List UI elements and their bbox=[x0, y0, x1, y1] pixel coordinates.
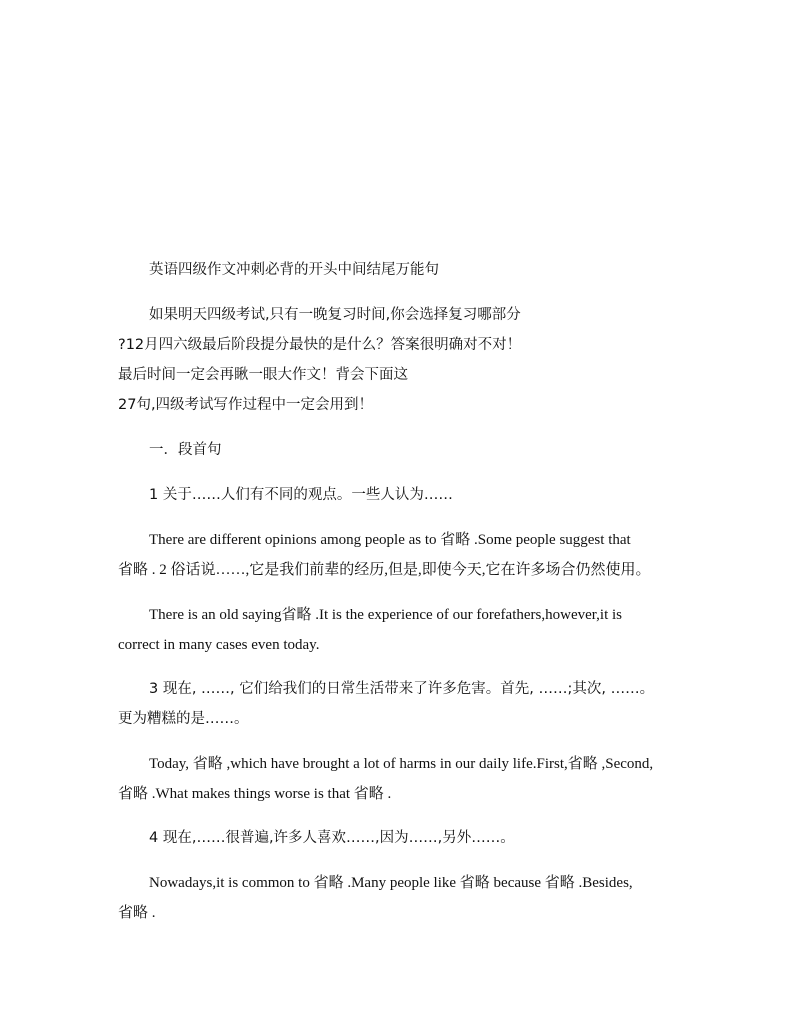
item-1-chinese: 1 关于……人们有不同的观点。一些人认为…… bbox=[149, 487, 453, 503]
item-3-chinese-line-2: 更为糟糕的是……。 bbox=[118, 711, 249, 727]
item-2-english-line-1: There is an old saying省略 .It is the experience of our forefathers,however,it is bbox=[149, 607, 622, 623]
section-heading: 一．段首句 bbox=[149, 442, 222, 458]
item-3-english-line-1: Today, 省略 ,which have brought a lot of harms in our daily life.First,省略 ,Second, bbox=[149, 756, 654, 772]
item-4-english-line-1: Nowadays,it is common to 省略 .Many people like 省略 because 省略 .Besides, bbox=[149, 875, 633, 891]
item-3-english-line-2: 省略 .What makes things worse is that 省略 . bbox=[118, 786, 392, 802]
item-4-english-line-2: 省略 . bbox=[118, 905, 156, 921]
intro-line-1: 如果明天四级考试,只有一晚复习时间,你会选择复习哪部分 bbox=[149, 307, 521, 323]
intro-line-2: ?12月四六级最后阶段提分最快的是什么？答案很明确对不对！ bbox=[118, 337, 522, 353]
document-title: 英语四级作文冲刺必背的开头中间结尾万能句 bbox=[149, 262, 439, 278]
item-1-english-line-1: There are different opinions among people as to 省略 .Some people suggest that bbox=[149, 532, 631, 548]
item-1-english-line-2: 省略 . 2 俗话说……,它是我们前辈的经历,但是,即使今天,它在许多场合仍然使用。 bbox=[118, 562, 651, 578]
item-2-english-line-2: correct in many cases even today. bbox=[118, 637, 320, 653]
intro-line-4: 27句,四级考试写作过程中一定会用到！ bbox=[118, 397, 374, 413]
intro-line-3: 最后时间一定会再瞅一眼大作文！背会下面这 bbox=[118, 367, 408, 383]
item-4-chinese: 4 现在,……很普遍,许多人喜欢……,因为……,另外……。 bbox=[149, 830, 515, 846]
item-3-chinese-line-1: 3 现在, ……, 它们给我们的日常生活带来了许多危害。首先, ……;其次, ……。 bbox=[149, 681, 655, 697]
